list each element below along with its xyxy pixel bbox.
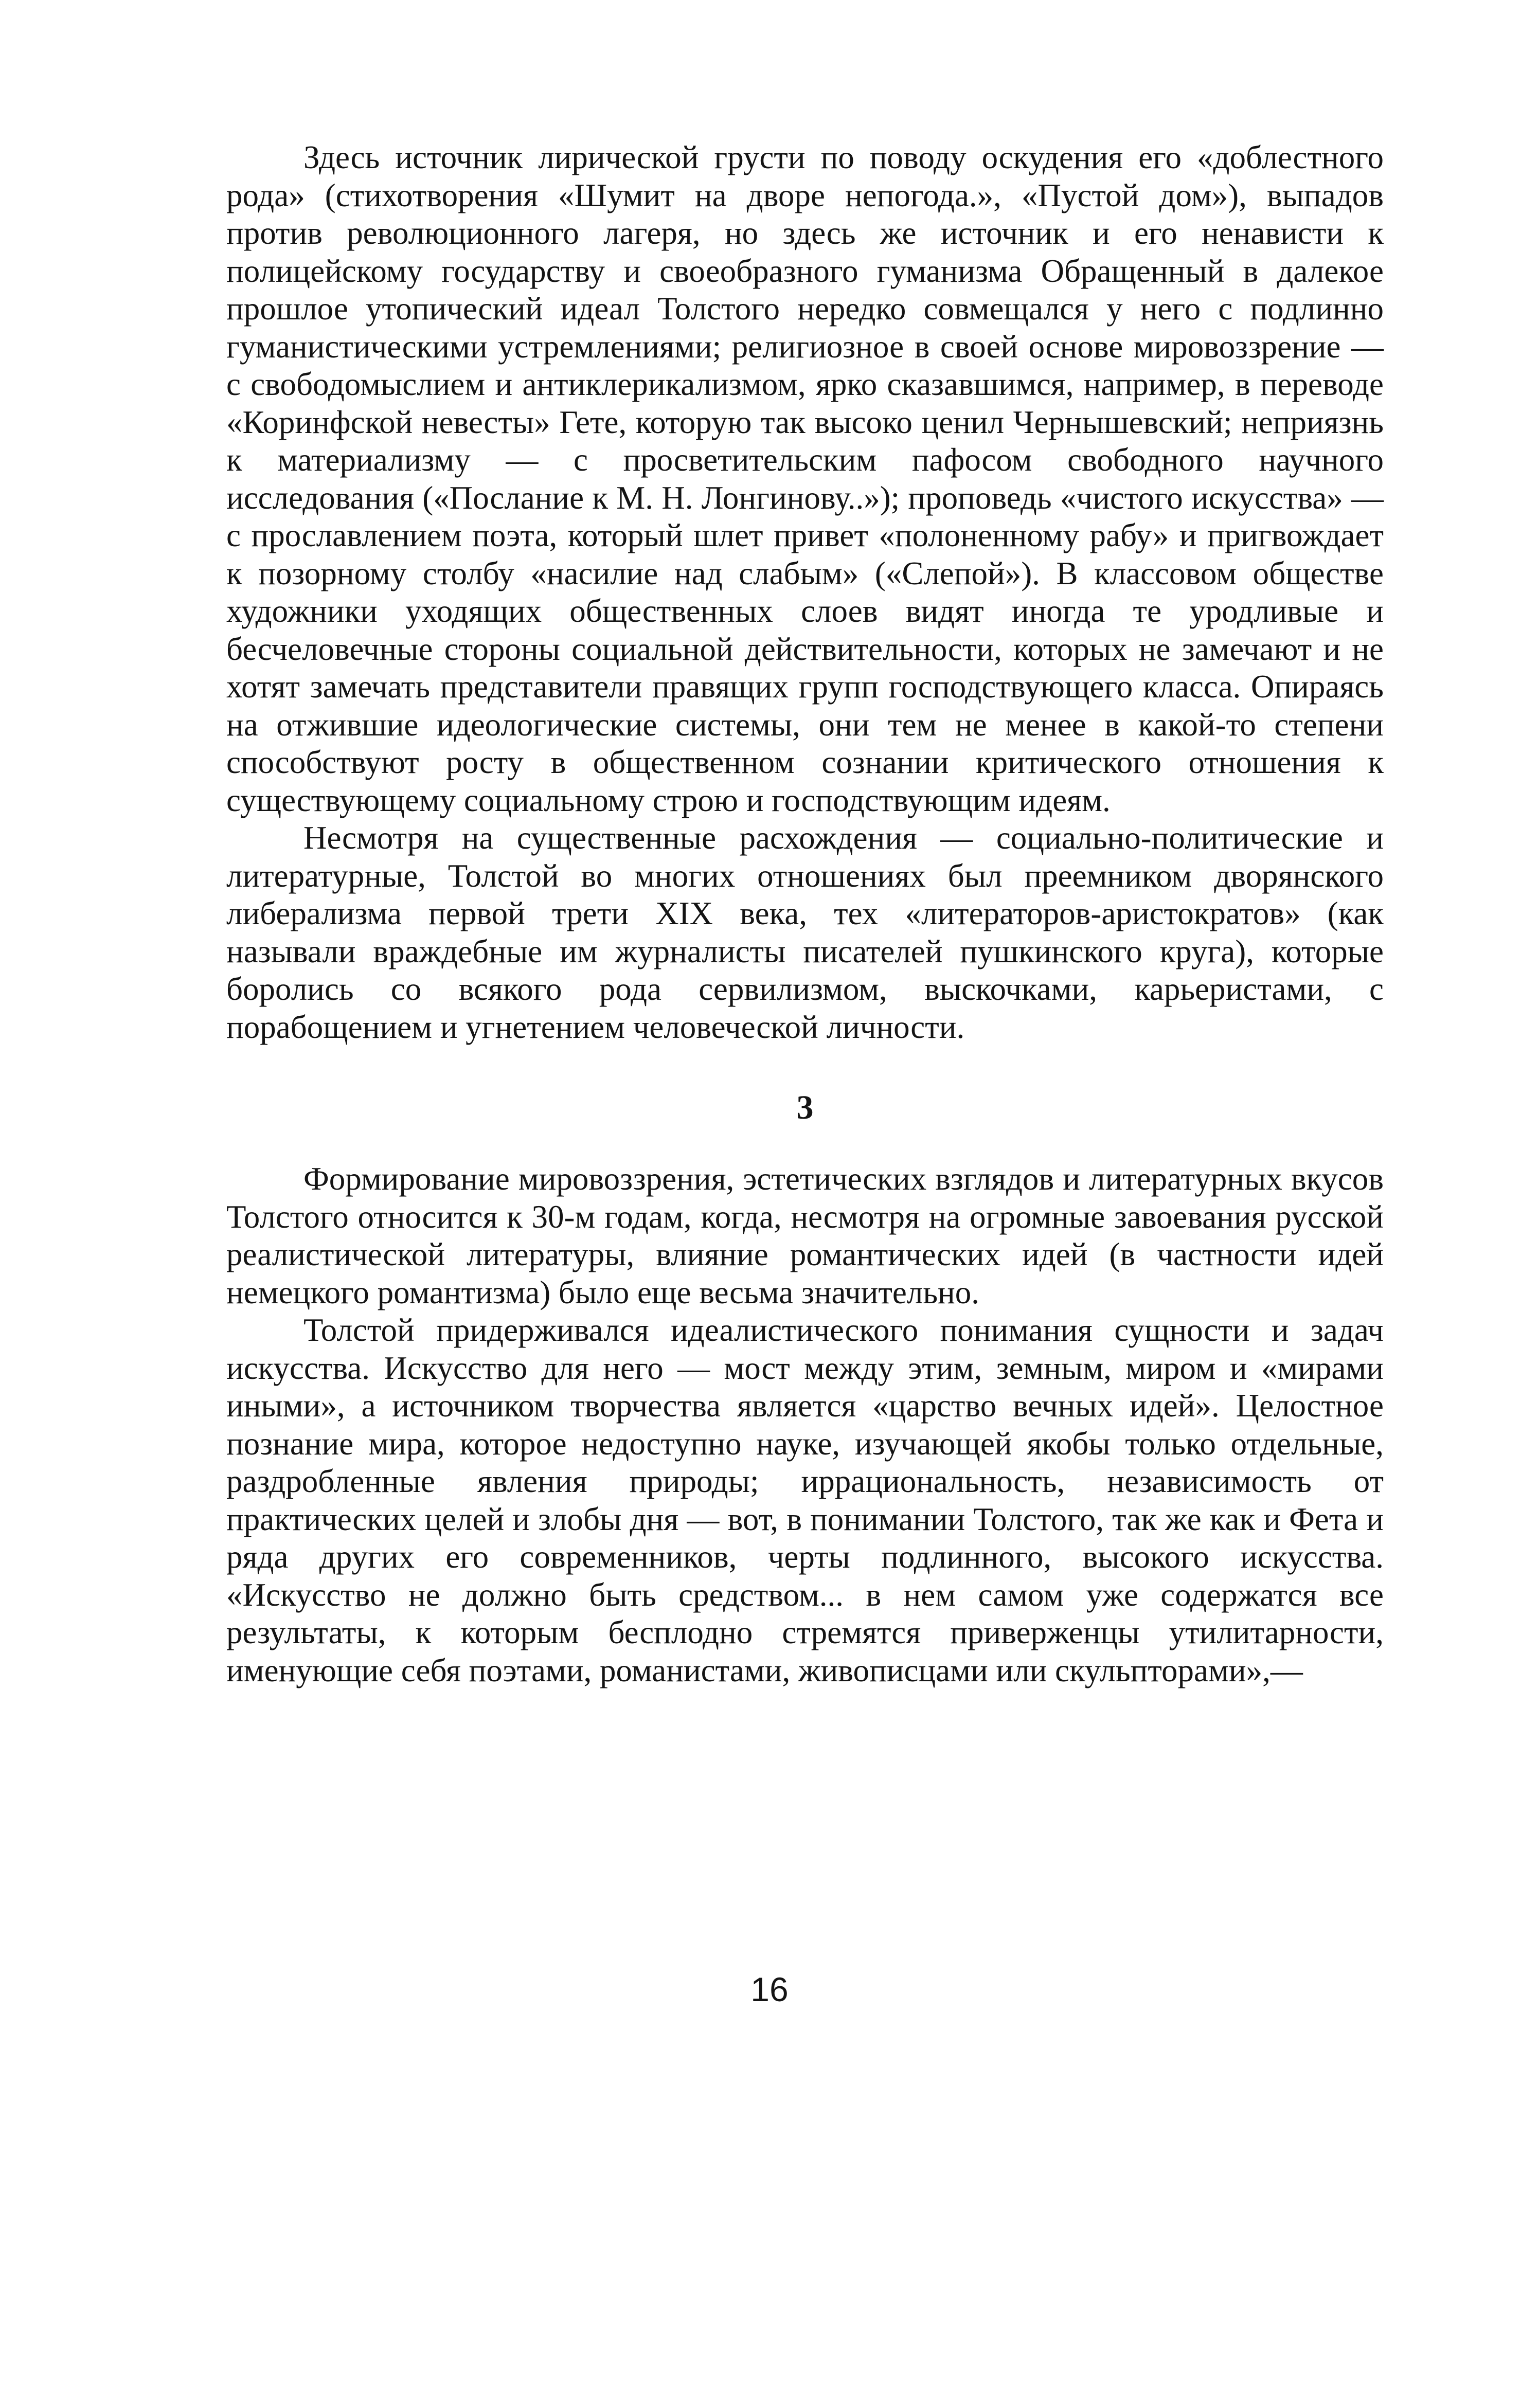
paragraph-worldview-formation: Формирование мировоззрения, эстетических взглядов и литературных вкусов Толстого относится к 30-м годам, когда, несмотря на огромные завоевания русской реалистической литературы, влияние романтических идей (в частности идей немецкого романтизма) было еще весьма значительно. — [226, 1161, 1384, 1310]
page-number: 16 — [750, 1970, 789, 2008]
book-page — [226, 139, 1384, 1690]
paragraph-art-theory: Толстой придерживался идеалистического понимания сущности и задач искусства. Искусство для него — мост между этим, земным, миром и «мирами иными», а источником творчества является «царство вечных идей». Целостное познание мира, которое недоступно науке, изучающей якобы только отдельные, раздробленные явления природы; иррациональность, независимость от практических целей и злобы дня — вот, в понимании Толстого, так же как и Фета и ряда других его современников, черты подлинного, высокого искусства. «Искусство не должно быть средством... в нем самом уже содержатся все результаты, к которым бесплодно стремятся приверженцы утилитарности, именующие себя поэтами, романистами, живописцами или скульпторами»,— — [226, 1312, 1384, 1688]
paragraph-tolstoy-ideology: Здесь источник лирической грусти по поводу оскудения его «доблестного рода» (стихотворения «Шумит на дворе непогода.», «Пустой дом»), выпадов против революционного лагеря, но здесь же источник и его ненависти к полицейскому государству и своеобразного гуманизма Обращенный в далекое прошлое утопический идеал Толстого нередко совмещался у него с подлинно гуманистическими устремлениями; религиозное в своей основе мировоззрение — с свободомыслием и антиклерикализмом, ярко сказавшимся, например, в переводе «Коринфской невесты» Гете, которую так высоко ценил Чернышевский; неприязнь к материализму — с просветительским пафосом свободного научного исследования («Послание к М. Н. Лонгинову..»); проповедь «чистого искусства» — с прославлением поэта, который шлет привет «полоненному рабу» и пригвождает к позорному столбу «насилие над слабым» («Слепой»). В классовом обществе художники уходящих общественных слоев видят иногда те уродливые и бесчеловечные стороны социальной действительности, которых не замечают и не хотят замечать представители правящих групп господствующего класса. Опираясь на отжившие идеологические системы, они тем не менее в какой-то степени способствуют росту в общественном сознании критического отношения к существующему социальному строю и господствующим идеям. — [226, 139, 1384, 818]
paragraph-liberalism-heritage: Несмотря на существенные расхождения — социально-политические и литературные, Толстой во многих отношениях был преемником дворянского либерализма первой трети XIX века, тех «литераторов-аристократов» (как называли враждебные им журналисты писателей пушкинского круга), которые боролись со всякого рода сервилизмом, выскочками, карьеристами, с порабощением и угнетением человеческой личности. — [226, 820, 1384, 1045]
section-number: 3 — [796, 1089, 814, 1126]
